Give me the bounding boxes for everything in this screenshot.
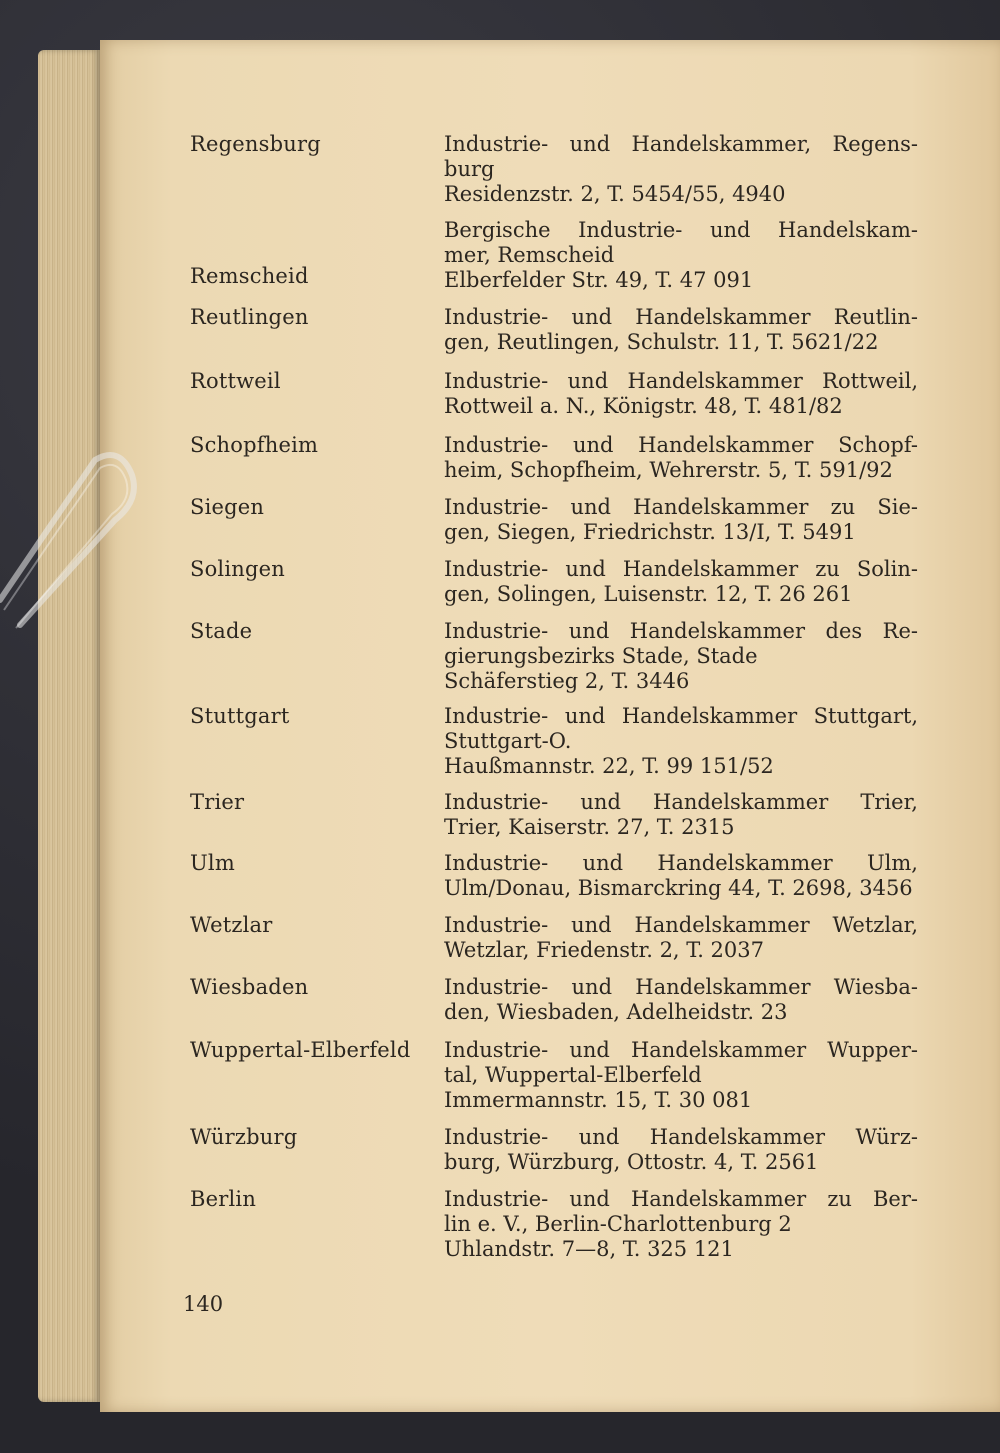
entry-line: Residenzstr. 2, T. 5454/55, 4940 — [444, 182, 786, 206]
entry-line: Bergische Industrie- und Handelskam- — [444, 218, 918, 242]
entry-address — [444, 433, 918, 483]
entry-line: Industrie- und Handelskammer zu Sie- — [444, 495, 918, 519]
entry-address — [444, 218, 918, 293]
entry-line: Industrie- und Handelskammer Würz- — [444, 1125, 918, 1149]
entry-address — [444, 1038, 918, 1113]
entry-address — [444, 132, 918, 207]
entry-line: Industrie- und Handelskammer Wiesba- — [444, 975, 918, 999]
city-name: Wetzlar — [190, 913, 273, 937]
city-name: Stuttgart — [190, 704, 290, 728]
entry-line: gen, Siegen, Friedrichstr. 13/I, T. 5491 — [444, 520, 856, 544]
entry-line: Industrie- und Handelskammer, Regens- — [444, 132, 918, 156]
entry-line: lin e. V., Berlin-Charlottenburg 2 — [444, 1212, 792, 1236]
entry-line: Immermannstr. 15, T. 30 081 — [444, 1088, 753, 1112]
city-name: Wuppertal-Elberfeld — [190, 1038, 411, 1062]
paper-clip-icon — [0, 450, 140, 630]
entry-address — [444, 704, 918, 779]
entry-address — [444, 913, 918, 963]
entry-line: Industrie- und Handelskammer Stuttgart, — [444, 704, 918, 728]
entry-line: Industrie- und Handelskammer Schopf- — [444, 433, 918, 457]
entry-address — [444, 1125, 918, 1175]
city-name: Ulm — [190, 851, 235, 875]
entry-line: Uhlandstr. 7—8, T. 325 121 — [444, 1237, 734, 1261]
entry-line: Industrie- und Handelskammer zu Ber- — [444, 1187, 918, 1211]
city-name: Remscheid — [190, 264, 309, 288]
entry-line: burg, Würzburg, Ottostr. 4, T. 2561 — [444, 1150, 819, 1174]
entry-line: Industrie- und Handelskammer Wetzlar, — [444, 913, 918, 937]
entry-line: Industrie- und Handelskammer Wupper- — [444, 1038, 918, 1062]
entry-address — [444, 1187, 918, 1262]
city-name: Berlin — [190, 1187, 257, 1211]
city-name: Schopfheim — [190, 433, 319, 457]
city-name: Stade — [190, 619, 253, 643]
entry-line: Rottweil a. N., Königstr. 48, T. 481/82 — [444, 394, 843, 418]
entry-line: Industrie- und Handelskammer des Re- — [444, 619, 918, 643]
entry-line: Schäferstieg 2, T. 3446 — [444, 669, 690, 693]
entry-line: gierungsbezirks Stade, Stade — [444, 644, 758, 668]
city-name: Siegen — [190, 495, 265, 519]
entry-line: Industrie- und Handelskammer Reutlin- — [444, 305, 918, 329]
page-edges — [38, 50, 100, 1402]
entry-address — [444, 495, 918, 545]
entry-address — [444, 369, 918, 419]
entry-line: heim, Schopfheim, Wehrerstr. 5, T. 591/92 — [444, 458, 893, 482]
city-name: Solingen — [190, 557, 285, 581]
entry-line: Elberfelder Str. 49, T. 47 091 — [444, 268, 754, 292]
entry-line: Trier, Kaiserstr. 27, T. 2315 — [444, 815, 735, 839]
entry-address — [444, 851, 918, 901]
entry-address — [444, 619, 918, 694]
entry-line: Industrie- und Handelskammer zu Solin- — [444, 557, 918, 581]
entry-address — [444, 790, 918, 840]
city-name: Regensburg — [190, 132, 321, 156]
city-name: Würzburg — [190, 1125, 298, 1149]
entry-line: gen, Reutlingen, Schulstr. 11, T. 5621/22 — [444, 330, 879, 354]
entry-line: gen, Solingen, Luisenstr. 12, T. 26 261 — [444, 582, 853, 606]
entry-line: Industrie- und Handelskammer Trier, — [444, 790, 918, 814]
city-name: Wiesbaden — [190, 975, 309, 999]
entry-line: Industrie- und Handelskammer Rottweil, — [444, 369, 918, 393]
entry-line: tal, Wuppertal-Elberfeld — [444, 1063, 702, 1087]
city-name: Reutlingen — [190, 305, 309, 329]
entry-line: Stuttgart-O. — [444, 729, 572, 753]
entry-line: den, Wiesbaden, Adelheidstr. 23 — [444, 1000, 788, 1024]
entry-address — [444, 557, 918, 607]
entry-address — [444, 975, 918, 1025]
entry-line: burg — [444, 157, 495, 181]
entry-line: mer, Remscheid — [444, 243, 615, 267]
entry-line: Industrie- und Handelskammer Ulm, — [444, 851, 918, 875]
city-name: Trier — [190, 790, 245, 814]
page-number: 140 — [183, 1292, 224, 1316]
entry-line: Wetzlar, Friedenstr. 2, T. 2037 — [444, 938, 764, 962]
entry-line: Haußmannstr. 22, T. 99 151/52 — [444, 754, 774, 778]
entry-line: Ulm/Donau, Bismarckring 44, T. 2698, 3456 — [444, 876, 913, 900]
city-name: Rottweil — [190, 369, 281, 393]
entry-address — [444, 305, 918, 355]
